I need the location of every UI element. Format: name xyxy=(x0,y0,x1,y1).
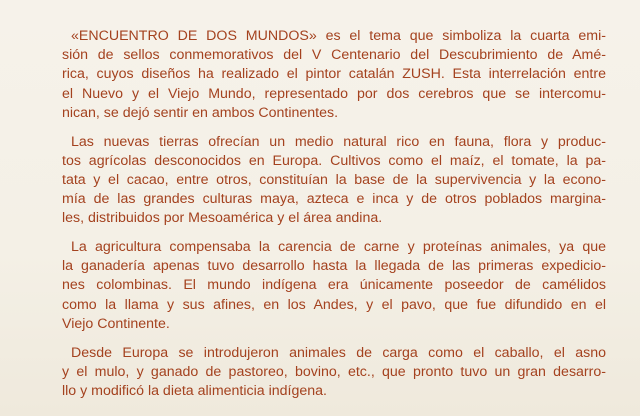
text-line: «ENCUENTRO DE DOS MUNDOS» es el tema que simboliza la cuarta emi- xyxy=(71,28,606,44)
text-line: nican, se dejó sentir en ambos Continentes. xyxy=(62,104,339,121)
paragraph-4 xyxy=(62,344,606,402)
text-line: sión de sellos conmemorativos del V Centenario del Descubrimiento de Amé- xyxy=(62,47,606,64)
text-line: les, distribuidos por Mesoamérica y el área andina. xyxy=(62,210,383,227)
text-line: tata y el cacao, entre otros, constituían la base de la supervivencia y la econo- xyxy=(62,171,606,188)
text-line: tos agrícolas desconocidos en Europa. Cultivos como el maíz, el tomate, la pa- xyxy=(62,152,606,169)
text-line: como la llama y sus afines, en los Andes, y el pavo, que fue difundido en el xyxy=(62,296,606,313)
paragraph-3 xyxy=(62,238,606,334)
text-line: La agricultura compensaba la carencia de carne y proteínas animales, ya que xyxy=(71,239,606,256)
paragraph-1 xyxy=(62,27,606,123)
text-line: rica, cuyos diseños ha realizado el pintor catalán ZUSH. Esta interrelación entre xyxy=(62,66,606,83)
text-line: mía de las grandes culturas maya, azteca e inca y de otros poblados margina- xyxy=(62,191,606,208)
text-line: nes colombinas. El mundo indígena era únicamente poseedor de camélidos xyxy=(62,277,606,294)
text-line: Las nuevas tierras ofrecían un medio natural rico en fauna, flora y produc- xyxy=(71,133,606,150)
paragraph-2 xyxy=(62,133,606,229)
text-line: Desde Europa se introdujeron animales de carga como el caballo, el asno xyxy=(71,344,606,361)
body-text xyxy=(62,27,606,411)
text-line: y el mulo, y ganado de pastoreo, bovino, etc., que pronto tuvo un gran desarro- xyxy=(62,363,606,380)
text-line: la ganadería apenas tuvo desarrollo hasta la llegada de las primeras expedicio- xyxy=(62,258,606,275)
text-line: llo y modificó la dieta alimenticia indígena. xyxy=(62,382,327,399)
text-line: el Nuevo y el Viejo Mundo, representado por dos cerebros que se intercomu- xyxy=(62,85,606,102)
text-line: Viejo Continente. xyxy=(62,315,170,332)
